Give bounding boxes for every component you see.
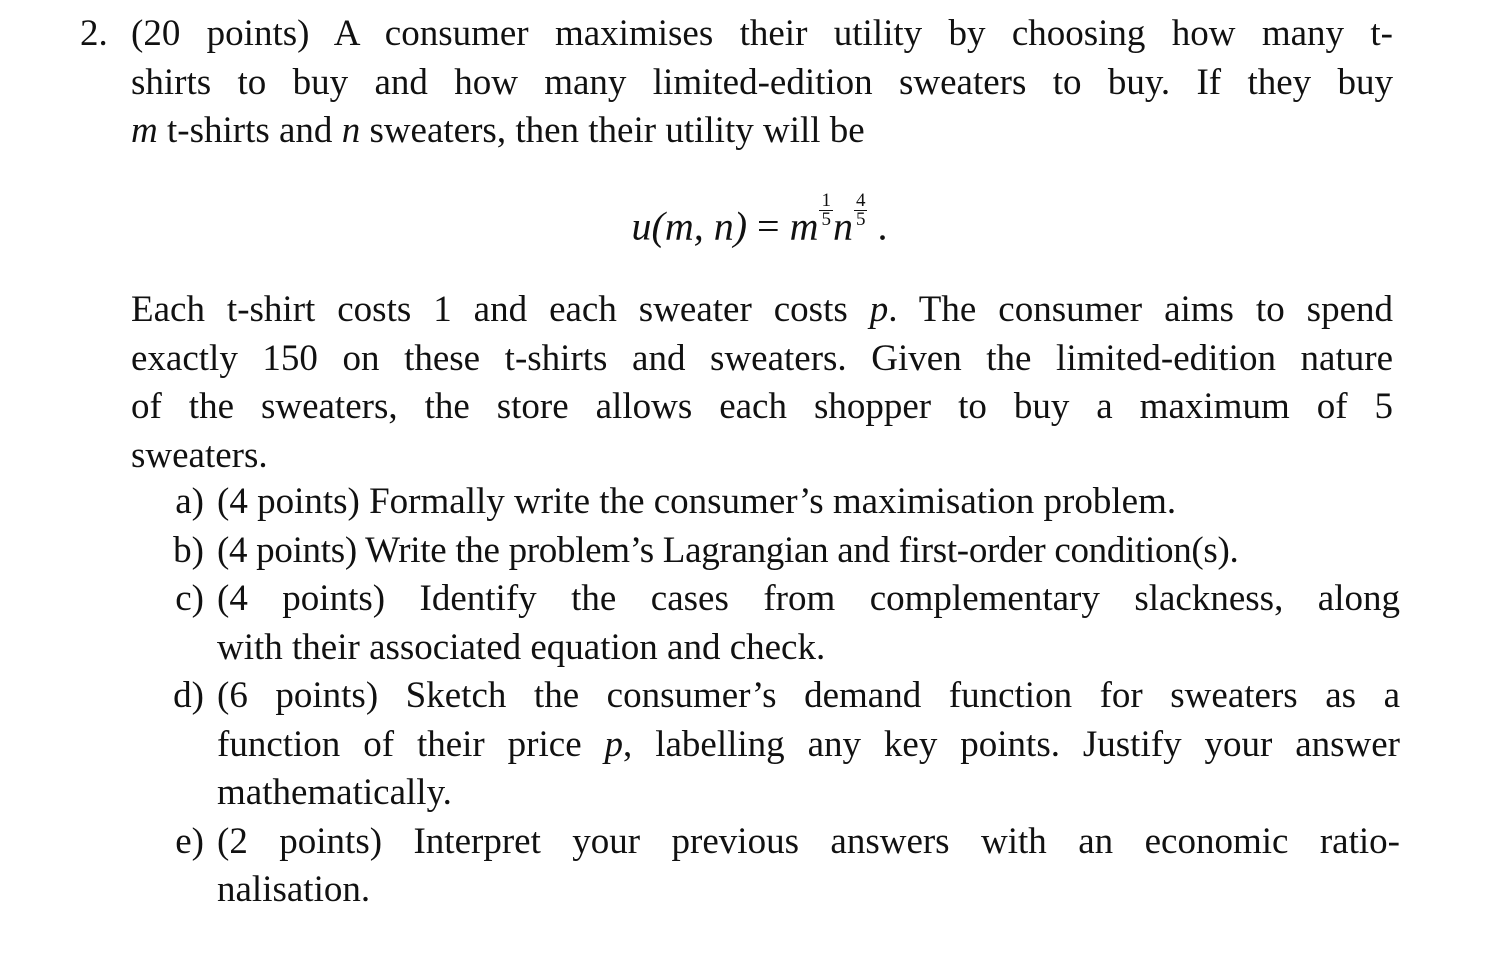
- part-label: d): [173, 675, 204, 716]
- part-e-line-2: nalisation.: [217, 869, 371, 910]
- part-c-line-2: with their associated equation and check.: [217, 626, 826, 668]
- part-e-line-1: (2 points) Interpret your previous answers with an economic ratio-: [217, 820, 1400, 862]
- intro-line-1: (20 points) A consumer maximises their utility by choosing how many t-: [131, 13, 1393, 54]
- equation-base-m: m: [789, 203, 819, 249]
- intro-line-3-mid: t-shirts and: [157, 110, 342, 151]
- part-label: c): [175, 578, 204, 619]
- exponent-n-num: 4: [855, 190, 866, 211]
- exponent-n: [854, 192, 868, 229]
- part-b-line-1: (4 points) Write the problem’s Lagrangian and first-order condition(s).: [217, 529, 1239, 571]
- body-line-2: exactly 150 on these t-shirts and sweaters. Given the limited-edition nature: [131, 337, 1393, 379]
- part-d-line-2: [217, 721, 1400, 770]
- exponent-m: [819, 192, 833, 229]
- intro-line-3: [131, 107, 1393, 156]
- equation-period: .: [877, 203, 888, 249]
- part-label: e): [175, 820, 204, 862]
- part-c: [160, 575, 1400, 672]
- var-p: p: [869, 289, 889, 330]
- part-e: [160, 818, 1400, 915]
- part-text: [217, 818, 1400, 915]
- intro-line-2: shirts to buy and how many limited-edition sweaters to buy. If they buy: [131, 61, 1393, 103]
- exponent-n-den: 5: [855, 209, 866, 230]
- body-line-3: of the sweaters, the store allows each shopper to buy a maximum of 5: [131, 386, 1393, 427]
- exponent-m-den: 5: [821, 209, 831, 230]
- body-line-1: [131, 286, 1393, 335]
- body-line-1-end: . The consumer aims to spend: [888, 289, 1393, 330]
- part-c-line-1: (4 points) Identify the cases from complementary slackness, along: [217, 578, 1400, 619]
- question-parts: [160, 478, 1400, 915]
- equation-equals: =: [757, 203, 780, 249]
- part-d-line-1: (6 points) Sketch the consumer’s demand function for sweaters as a: [217, 675, 1400, 716]
- intro-line-3-end: sweaters, then their utility will be: [360, 110, 865, 151]
- var-n: n: [341, 110, 361, 151]
- equation-lhs: u(m, n): [631, 203, 748, 249]
- equation-base-n: n: [832, 203, 853, 249]
- part-b: [160, 527, 1400, 576]
- utility-equation: [0, 192, 1509, 254]
- part-a: [160, 478, 1400, 527]
- question-number: 2.: [80, 13, 108, 54]
- part-text: [217, 575, 1400, 672]
- part-a-line-1: (4 points) Formally write the consumer’s maximisation problem.: [217, 481, 1177, 522]
- part-text: [217, 672, 1400, 818]
- part-d-line-3: mathematically.: [217, 772, 452, 813]
- exponent-m-num: 1: [821, 190, 831, 211]
- part-d: [160, 672, 1400, 818]
- body-line-1-start: Each t-shirt costs 1 and each sweater costs: [131, 289, 870, 330]
- part-text: [217, 527, 1400, 576]
- body-line-4: sweaters.: [131, 434, 268, 476]
- question-body: [131, 286, 1393, 480]
- part-text: [217, 478, 1400, 527]
- part-d-line-2-end: , labelling any key points. Justify your answer: [623, 723, 1401, 765]
- part-label: b): [173, 529, 204, 571]
- var-m: m: [131, 110, 158, 151]
- var-p: p: [604, 723, 624, 765]
- part-label: a): [175, 481, 204, 522]
- part-d-line-2-start: function of their price: [217, 723, 605, 765]
- question-intro: [131, 10, 1393, 156]
